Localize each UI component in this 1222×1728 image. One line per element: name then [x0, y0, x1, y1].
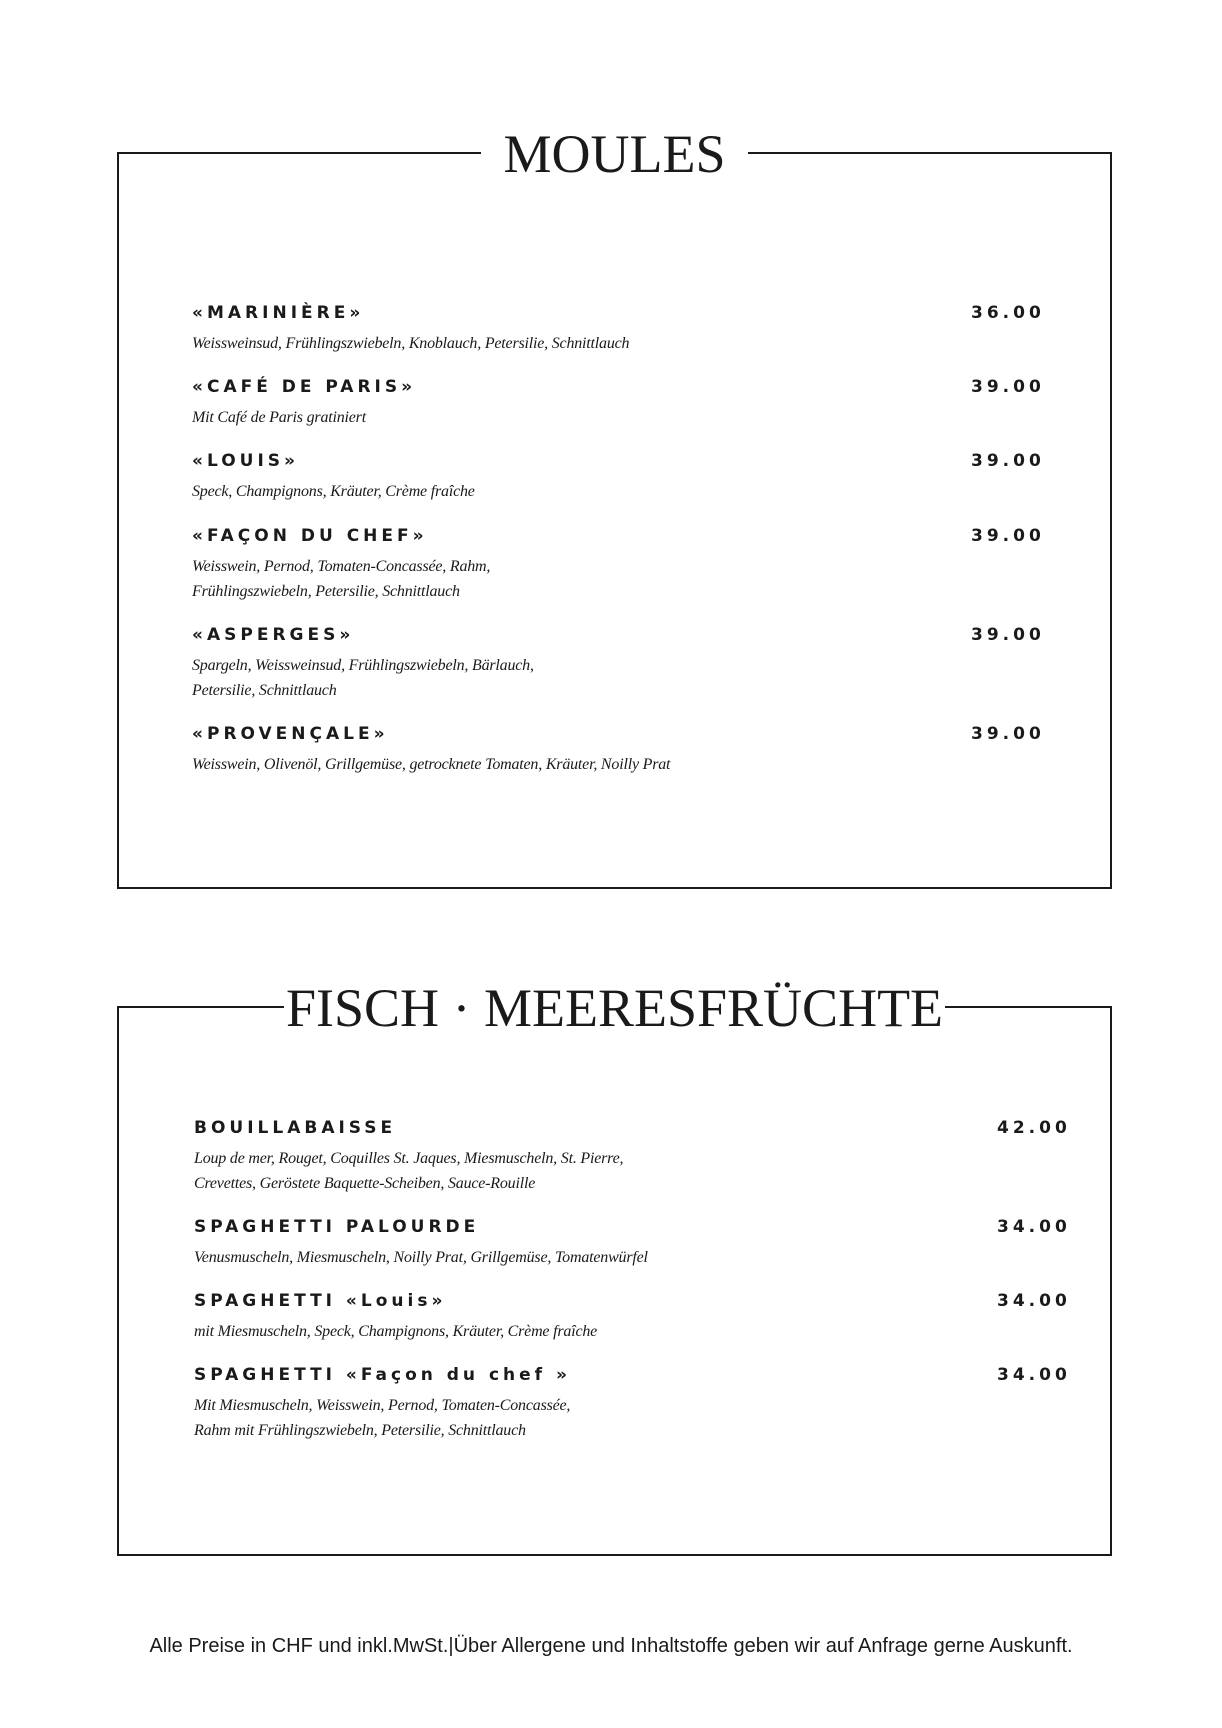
footer-note: Alle Preise in CHF und inkl.MwSt.|Über Allergene und Inhaltstoffe geben wir auf Anfrage gerne Auskunft.	[149, 1635, 1073, 1657]
item-description	[194, 1245, 648, 1270]
item-price: 34.00	[997, 1365, 1071, 1385]
item-description-line: Mit Café de Paris gratiniert	[192, 409, 366, 426]
item-description	[192, 479, 475, 504]
item-description-line: Venusmuscheln, Miesmuscheln, Noilly Prat, Grillgemüse, Tomatenwürfel	[194, 1249, 648, 1266]
item-name: «MARINIÈRE»	[192, 303, 365, 323]
item-price: 36.00	[971, 303, 1045, 323]
item-price: 42.00	[997, 1118, 1071, 1138]
item-description	[192, 405, 366, 430]
item-description	[194, 1319, 597, 1344]
item-description-line: Crevettes, Geröstete Baquette-Scheiben, Sauce-Rouille	[194, 1175, 536, 1192]
section-fisch-meeresfruechte	[117, 978, 1112, 1556]
item-description-line: Rahm mit Frühlingszwiebeln, Petersilie, Schnittlauch	[194, 1422, 526, 1439]
section-title	[119, 124, 1110, 184]
section-title	[119, 978, 1110, 1038]
item-name: SPAGHETTI «Louis»	[194, 1291, 447, 1311]
item-description-line: mit Miesmuscheln, Speck, Champignons, Kräuter, Crème fraîche	[194, 1323, 598, 1340]
item-description	[194, 1393, 570, 1443]
item-price: 34.00	[997, 1217, 1071, 1237]
item-description-line: Loup de mer, Rouget, Coquilles St. Jaques, Miesmuscheln, St. Pierre,	[194, 1150, 624, 1167]
section-moules	[117, 124, 1112, 889]
section-title-text: FISCH · MEERESFRÜCHTE	[285, 978, 944, 1038]
item-price: 34.00	[997, 1291, 1071, 1311]
item-price: 39.00	[971, 625, 1045, 645]
item-price: 39.00	[971, 724, 1045, 744]
item-price: 39.00	[971, 451, 1045, 471]
item-description-line: Speck, Champignons, Kräuter, Crème fraîche	[192, 483, 475, 500]
item-name: «FAÇON DU CHEF»	[192, 526, 428, 546]
item-name: BOUILLABAISSE	[194, 1118, 397, 1138]
item-description	[192, 653, 534, 703]
item-description-line: Petersilie, Schnittlauch	[192, 682, 337, 699]
item-name: SPAGHETTI PALOURDE	[194, 1217, 480, 1237]
item-description	[194, 1146, 623, 1196]
item-price: 39.00	[971, 377, 1045, 397]
item-description-line: Weisswein, Pernod, Tomaten-Concassée, Rahm,	[192, 558, 491, 575]
item-name: «PROVENÇALE»	[192, 724, 389, 744]
item-description-line: Frühlingszwiebeln, Petersilie, Schnittlauch	[192, 583, 460, 600]
item-description-line: Spargeln, Weissweinsud, Frühlingszwiebeln, Bärlauch,	[192, 657, 534, 674]
section-title-text: MOULES	[481, 127, 747, 181]
item-name: «ASPERGES»	[192, 625, 355, 645]
item-description-line: Weissweinsud, Frühlingszwiebeln, Knoblauch, Petersilie, Schnittlauch	[192, 335, 630, 352]
item-name: «LOUIS»	[192, 451, 300, 471]
item-name: SPAGHETTI «Façon du chef »	[194, 1365, 571, 1385]
item-price: 39.00	[971, 526, 1045, 546]
item-name: «CAFÉ DE PARIS»	[192, 377, 417, 397]
item-description-line: Weisswein, Olivenöl, Grillgemüse, getrocknete Tomaten, Kräuter, Noilly Prat	[192, 756, 671, 773]
item-description-line: Mit Miesmuscheln, Weisswein, Pernod, Tomaten-Concassée,	[194, 1397, 571, 1414]
item-description	[192, 331, 629, 356]
item-description	[192, 554, 490, 604]
item-description	[192, 752, 670, 777]
